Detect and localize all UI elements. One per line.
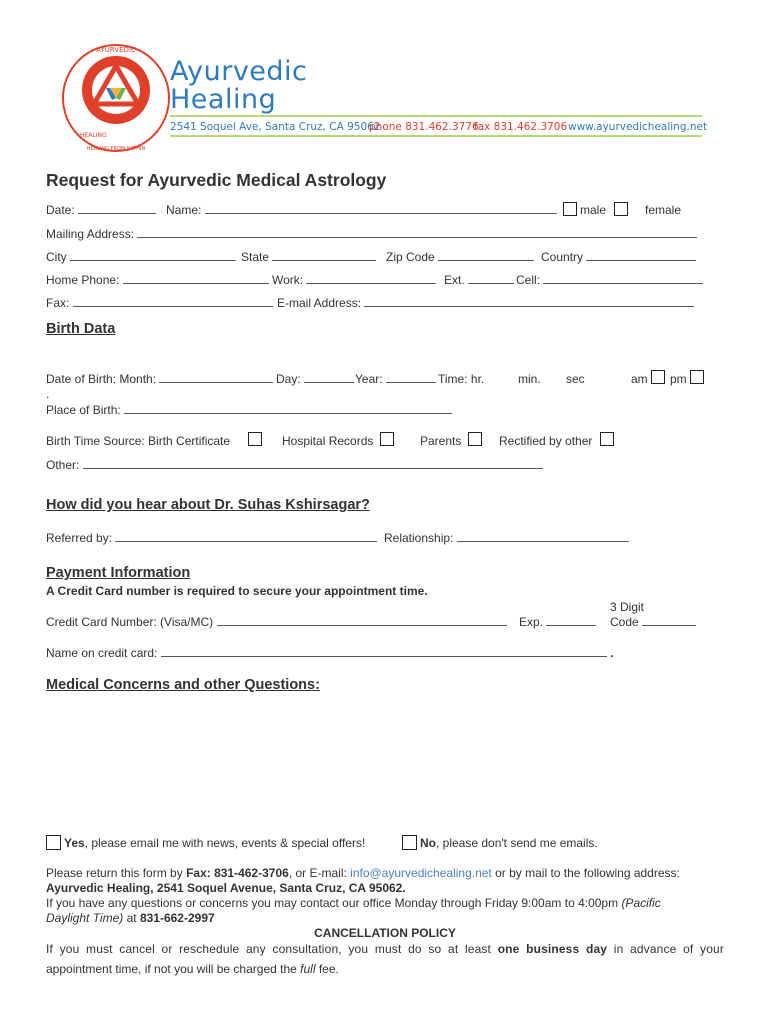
payment-heading: Payment Information	[46, 565, 191, 581]
parents-checkbox[interactable]	[468, 432, 482, 446]
name-on-card-label: Name on credit card:	[46, 646, 158, 660]
state-field[interactable]	[241, 250, 376, 264]
ext-label: Ext.	[444, 273, 465, 287]
questions-line2	[46, 911, 215, 925]
place-of-birth-label: Place of Birth:	[46, 403, 121, 417]
cancel-bold: one business day	[497, 942, 608, 956]
seal-icon	[60, 42, 172, 154]
birth-source-label: Birth Time Source: Birth Certificate	[46, 434, 231, 448]
seal-top-text: AYURVEDIC	[96, 46, 136, 54]
return-mid: , or E-mail:	[288, 866, 351, 880]
mailing-address-footer: Ayurvedic Healing, 2541 Soquel Avenue, Santa Cruz, CA 95062.	[46, 881, 406, 895]
brand-name-line1: Ayurvedic	[170, 56, 308, 87]
time-hr-label: Time: hr.	[438, 372, 485, 386]
zip-label: Zip Code	[386, 250, 435, 264]
dob-day-label: Day:	[276, 372, 301, 386]
credit-card-field[interactable]	[46, 615, 507, 629]
questions-tz2: Daylight Time)	[46, 911, 124, 925]
no-description: , please don't send me emails.	[436, 836, 598, 850]
cancel-mid: in advance of your	[607, 942, 724, 956]
city-label: City	[46, 250, 67, 264]
no-email-checkbox[interactable]	[402, 835, 417, 850]
questions-at: at	[123, 911, 140, 925]
am-checkbox[interactable]	[651, 370, 665, 384]
other-source-field[interactable]	[46, 458, 543, 472]
male-checkbox[interactable]	[563, 202, 577, 216]
referral-heading: How did you hear about Dr. Suhas Kshirsagar?	[46, 497, 370, 513]
referred-by-label: Referred by:	[46, 531, 113, 545]
seal-bottom-text: HEALING FROM WITHIN	[86, 146, 146, 152]
date-field[interactable]	[46, 203, 156, 217]
mailing-address-field[interactable]	[46, 227, 697, 241]
medical-concerns-area[interactable]	[46, 700, 706, 820]
cancel-pre: If you must cancel or reschedule any consultation, you must do so at least	[46, 942, 498, 956]
other-source-label: Other:	[46, 458, 80, 472]
cancellation-line1	[46, 942, 724, 956]
mailing-address-label: Mailing Address:	[46, 227, 135, 241]
dob-day-field[interactable]	[276, 372, 354, 386]
name-field[interactable]	[166, 203, 557, 217]
email-field[interactable]	[277, 296, 694, 310]
name-label: Name:	[166, 203, 202, 217]
pm-checkbox[interactable]	[690, 370, 704, 384]
relationship-field[interactable]	[384, 531, 629, 545]
cancel-full: full	[300, 962, 316, 976]
home-phone-field[interactable]	[46, 273, 269, 287]
birth-data-heading: Birth Data	[46, 321, 116, 337]
parents-label: Parents	[420, 434, 462, 448]
questions-line	[46, 896, 661, 910]
return-instructions	[46, 866, 680, 880]
exp-label: Exp.	[519, 615, 544, 629]
home-phone-label: Home Phone:	[46, 273, 120, 287]
header-fax: fax 831.462.3706	[474, 121, 568, 133]
return-fax: Fax: 831-462-3706	[186, 866, 289, 880]
code-label-line1: 3 Digit	[610, 600, 645, 614]
no-email-text	[420, 836, 598, 850]
email-label: E-mail Address:	[277, 296, 362, 310]
city-field[interactable]	[46, 250, 236, 264]
form-title: Request for Ayurvedic Medical Astrology	[46, 170, 387, 190]
country-field[interactable]	[541, 250, 696, 264]
cancel-fee: fee.	[315, 962, 339, 976]
cancellation-line2	[46, 962, 339, 976]
fax-field[interactable]	[46, 296, 273, 310]
logo-seal	[60, 42, 172, 154]
return-post: or by mail to the following address:	[491, 866, 680, 880]
yes-description: , please email me with news, events & special offers!	[84, 836, 366, 850]
medical-concerns-heading: Medical Concerns and other Questions:	[46, 677, 320, 693]
return-email-link[interactable]: info@ayurvedichealing.net	[350, 866, 492, 880]
rectified-checkbox[interactable]	[600, 432, 614, 446]
exp-field[interactable]	[519, 615, 596, 629]
cell-field[interactable]	[516, 273, 703, 287]
place-of-birth-field[interactable]	[46, 403, 452, 417]
female-label: female	[645, 203, 682, 217]
male-label: male	[580, 203, 607, 217]
country-label: Country	[541, 250, 584, 264]
rectified-label: Rectified by other	[499, 434, 593, 448]
name-on-card-field[interactable]	[46, 646, 613, 660]
code-label-line2: Code	[610, 615, 639, 629]
cancel-line2-pre: appointment time, if not you will be charged the	[46, 962, 301, 976]
header-rule-bottom	[170, 135, 702, 137]
header-website[interactable]: www.ayurvedichealing.net	[568, 121, 708, 133]
cell-label: Cell:	[516, 273, 541, 287]
time-sec-label: sec	[566, 372, 585, 386]
cancellation-heading: CANCELLATION POLICY	[314, 926, 456, 940]
name-on-card-dot: .	[610, 646, 614, 660]
hospital-records-checkbox[interactable]	[380, 432, 394, 446]
hospital-records-label: Hospital Records	[282, 434, 374, 448]
fax-label: Fax:	[46, 296, 70, 310]
header-rule-top	[170, 115, 702, 117]
brand-name-line2: Healing	[170, 84, 277, 115]
yes-email-text	[64, 836, 365, 850]
credit-card-label: Credit Card Number: (Visa/MC)	[46, 615, 214, 629]
birth-certificate-checkbox[interactable]	[248, 432, 262, 446]
dob-label: Date of Birth: Month:	[46, 372, 157, 386]
female-checkbox[interactable]	[614, 202, 628, 216]
zip-field[interactable]	[386, 250, 534, 264]
dob-month-field[interactable]	[46, 372, 273, 386]
seal-left-text: HEALING	[80, 132, 107, 139]
date-label: Date:	[46, 203, 75, 217]
dob-year-field[interactable]	[355, 372, 436, 386]
yes-label: Yes	[64, 836, 85, 850]
payment-note: A Credit Card number is required to secure your appointment time.	[46, 584, 428, 598]
header-address: 2541 Soquel Ave, Santa Cruz, CA 95062	[170, 121, 381, 133]
questions-tz1: (Pacific	[621, 896, 661, 910]
am-label: am	[631, 372, 648, 386]
dob-year-label: Year:	[355, 372, 383, 386]
header-phone: phone 831.462.3776	[369, 121, 479, 133]
questions-phone: 831-662-2997	[139, 911, 215, 925]
state-label: State	[241, 250, 270, 264]
pm-label: pm	[670, 372, 687, 386]
work-phone-field[interactable]	[272, 273, 436, 287]
ext-field[interactable]	[444, 273, 514, 287]
code-field[interactable]	[610, 615, 696, 629]
work-phone-label: Work:	[272, 273, 304, 287]
no-label: No	[420, 836, 436, 850]
questions-text: If you have any questions or concerns you may contact our office Monday through Friday 9:00am to 4:00pm	[46, 896, 622, 910]
yes-email-checkbox[interactable]	[46, 835, 61, 850]
time-min-label: min.	[518, 372, 541, 386]
relationship-label: Relationship:	[384, 531, 454, 545]
stray-dot: .	[46, 387, 50, 401]
referred-by-field[interactable]	[46, 531, 377, 545]
return-pre: Please return this form by	[46, 866, 187, 880]
